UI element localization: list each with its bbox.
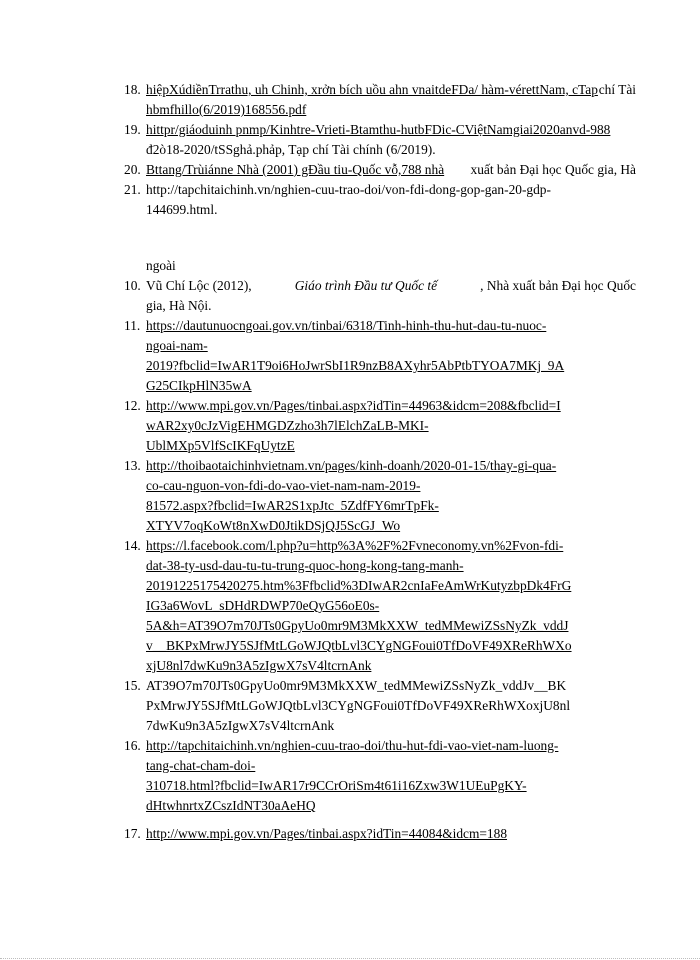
- reference-link[interactable]: UblMXp5VlfScIKFqUytzE: [146, 438, 295, 453]
- reference-text: đ2ò18-2020/tSSghả.phảp, Tạp chí Tài chính (6/2019).: [146, 142, 436, 157]
- reference-number: 17.: [124, 826, 141, 841]
- reference-number: 13.: [124, 458, 141, 473]
- reference-text: gia, Hà Nội.: [146, 298, 212, 313]
- reference-item-19: [124, 120, 636, 160]
- overlapping-link-text[interactable]: hbmfhillo(6/2019)168556.pdf: [146, 102, 307, 117]
- reference-title: Giáo trình Đầu tư Quốc tế: [294, 278, 438, 293]
- reference-link[interactable]: tang-chat-cham-doi-: [146, 758, 256, 773]
- reference-item-20: [124, 160, 636, 180]
- reference-link[interactable]: 2019?fbclid=IwAR1T9oi6HoJwrSbI1R9nzB8AXyhr5AbPtbTYOA7MKj_9A: [146, 358, 565, 373]
- reference-item-12: [124, 396, 636, 456]
- fragment-line: [124, 256, 636, 276]
- reference-number: 18.: [124, 82, 141, 97]
- fragment-text: ngoài: [146, 258, 176, 273]
- reference-publisher: , Nhà xuất bản Đại học Quốc: [480, 278, 636, 293]
- overlapping-link-text[interactable]: hiệpXúdiềnTrrathu, uh Chinh, xrởn bích uồu ahn vnaitdeFDa/ hàm-vérettNam, cTap: [146, 82, 598, 97]
- reference-link[interactable]: XTYV7oqKoWt8nXwD0JtikDSjQJ5ScGJ_Wo: [146, 518, 401, 533]
- reference-link[interactable]: https://l.facebook.com/l.php?u=http%3A%2F%2Fvneconomy.vn%2Fvon-fdi-: [146, 538, 564, 553]
- reference-text: 144699.html.: [146, 202, 218, 217]
- reference-link[interactable]: https://dautunuocngoai.gov.vn/tinbai/6318/Tinh-hinh-thu-hut-dau-tu-nuoc-: [146, 318, 547, 333]
- reference-line: [146, 276, 636, 296]
- reference-item-21: [124, 180, 636, 220]
- overlapping-link-text[interactable]: hittpr/giáoduinh pnmp/Kinhtre-Vrieti-Btamthu-hutbFDic-CViệtNamgiai2020anvd-988: [146, 122, 611, 137]
- reference-number: 10.: [124, 278, 141, 293]
- reference-item-15: [124, 676, 636, 736]
- reference-link[interactable]: http://www.mpi.gov.vn/Pages/tinbai.aspx?idTin=44963&idcm=208&fbclid=I: [146, 398, 561, 413]
- reference-item-10: [124, 276, 636, 316]
- reference-text: PxMrwJY5SJfMtLGoWJQtbLvl3CYgNGFoui0TfDoVF49XReRhWXoxjU8nl: [146, 698, 571, 713]
- reference-link[interactable]: IG3a6WovL_sDHdRDWP70eQyG56oE0s-: [146, 598, 380, 613]
- reference-link[interactable]: xjU8nl7dwKu9n3A5zIgwX7sV4ltcrnAnk: [146, 658, 372, 673]
- garbled-reference-block: [124, 80, 636, 220]
- reference-item-11: [124, 316, 636, 396]
- reference-number: 14.: [124, 538, 141, 553]
- reference-link[interactable]: dHtwhnrtxZCszIdNT30aAeHQ: [146, 798, 316, 813]
- reference-link[interactable]: v__BKPxMrwJY5SJfMtLGoWJQtbLvl3CYgNGFoui0TfDoVF49XReRhWXo: [146, 638, 572, 653]
- reference-line: [146, 80, 636, 100]
- reference-item-17: [124, 824, 636, 844]
- reference-link[interactable]: G25CIkpHlN35wA: [146, 378, 252, 393]
- reference-link[interactable]: wAR2xy0cJzVigEHMGDZzho3h7lElchZaLB-MKI-: [146, 418, 429, 433]
- reference-link[interactable]: 81572.aspx?fbclid=IwAR2S1xpJtc_5ZdfFY6mrTpFk-: [146, 498, 439, 513]
- reference-link[interactable]: http://www.mpi.gov.vn/Pages/tinbai.aspx?idTin=44084&idcm=188: [146, 826, 508, 841]
- reference-text: AT39O7m70JTs0GpyUo0mr9M3MkXXW_tedMMewiZSsNyZk_vddJv__BK: [146, 678, 567, 693]
- reference-item-13: [124, 456, 636, 536]
- reference-link[interactable]: ngoai-nam-: [146, 338, 208, 353]
- reference-number: 16.: [124, 738, 141, 753]
- reference-text: xuất bản Đại học Quốc gia, Hà: [470, 162, 636, 177]
- reference-list: [124, 276, 636, 816]
- reference-item-16: [124, 736, 636, 816]
- reference-number: 15.: [124, 678, 141, 693]
- reference-line: [146, 160, 636, 180]
- fragment-block: [124, 256, 636, 276]
- reference-text: chí Tài: [598, 82, 636, 97]
- reference-text: 7dwKu9n3A5zIgwX7sV4ltcrnAnk: [146, 718, 335, 733]
- reference-number: 20.: [124, 162, 141, 177]
- page-bottom-divider: [0, 958, 700, 959]
- reference-number: 11.: [124, 318, 141, 333]
- reference-number: 12.: [124, 398, 141, 413]
- reference-link[interactable]: http://tapchitaichinh.vn/nghien-cuu-trao-doi/thu-hut-fdi-vao-viet-nam-luong-: [146, 738, 559, 753]
- reference-link[interactable]: dat-38-ty-usd-dau-tu-tu-trung-quoc-hong-kong-tang-manh-: [146, 558, 464, 573]
- reference-item-14: [124, 536, 636, 676]
- reference-number: 19.: [124, 122, 141, 137]
- reference-text: http://tapchitaichinh.vn/nghien-cuu-trao-doi/von-fdi-dong-gop-gan-20-gdp-: [146, 182, 551, 197]
- reference-link[interactable]: co-cau-nguon-von-fdi-do-vao-viet-nam-nam-2019-: [146, 478, 421, 493]
- reference-link[interactable]: http://thoibaotaichinhvietnam.vn/pages/kinh-doanh/2020-01-15/thay-gi-qua-: [146, 458, 557, 473]
- reference-link[interactable]: 20191225175420275.htm%3Ffbclid%3DIwAR2cnIaFeAmWrKutyzbpDk4FrG: [146, 578, 572, 593]
- overlapping-link-text[interactable]: Bttang/Trùiánne Nhà (2001) gĐầu tiu-Quốc vỗ,788 nhà: [146, 162, 445, 177]
- reference-item-18: [124, 80, 636, 120]
- reference-number: 21.: [124, 182, 141, 197]
- reference-link[interactable]: 5A&h=AT39O7m70JTs0GpyUo0mr9M3MkXXW_tedMMewiZSsNyZk_vddJ: [146, 618, 569, 633]
- reference-list-tail: [124, 824, 636, 844]
- reference-author: Vũ Chí Lộc (2012),: [146, 278, 252, 293]
- reference-link[interactable]: 310718.html?fbclid=IwAR17r9CCrOriSm4t61i16Zxw3W1UEuPgKY-: [146, 778, 527, 793]
